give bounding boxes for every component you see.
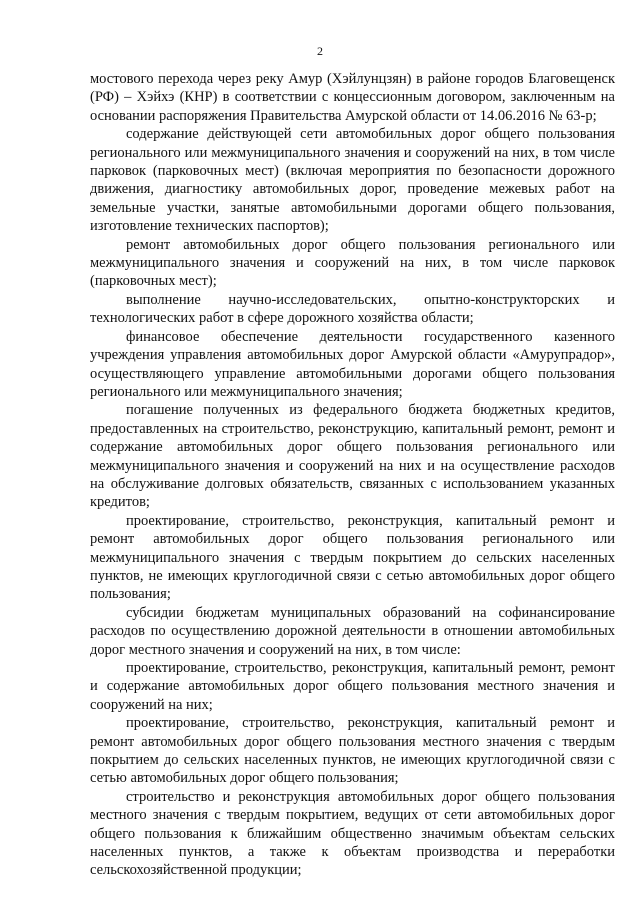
document-body (90, 70, 615, 880)
paragraph: содержание действующей сети автомобильных дорог общего пользования регионального или межмуниципального значения и сооружений на них, в том числе парковок (парковочных мест) (включая мероприятия по безопасности дорожного движения, диагностику автомобильных дорог, проведение межевых работ на земельные участки, занятые автомобильными дорогами общего пользования, изготовление технических паспортов); (90, 126, 615, 235)
page-number: 2 (317, 44, 323, 58)
paragraph: мостового перехода через реку Амур (Хэйлунцзян) в районе городов Благовещенск (РФ) – Хэйхэ (КНР) в соответствии с концессионным договором, заключенным на основании распоряжения Правительства Амурской области от 14.06.2016 № 63-р; (90, 71, 615, 124)
paragraph: проектирование, строительство, реконструкция, капитальный ремонт и ремонт автомобильных дорог общего пользования местного значения с твердым покрытием до сельских населенных пунктов, не имеющих круглогодичной связи с сетью автомобильных дорог общего пользования; (90, 715, 615, 787)
paragraph: субсидии бюджетам муниципальных образований на софинансирование расходов по осуществлению дорожной деятельности в отношении автомобильных дорог местного значения и сооружений на них, в том числе: (90, 604, 615, 658)
paragraph: ремонт автомобильных дорог общего пользования регионального или межмуниципального значения и сооружений на них, в том числе парковок (парковочных мест); (90, 236, 615, 290)
paragraph: погашение полученных из федерального бюджета бюджетных кредитов, предоставленных на строительство, реконструкцию, капитальный ремонт, ремонт и содержание автомобильных дорог общего пользования регионального или межмуниципального значения и сооружений на них и на осуществление расходов на обслуживание долговых обязательств, связанных с использованием указанных кредитов; (90, 402, 615, 511)
paragraph: финансовое обеспечение деятельности государственного казенного учреждения управления автомобильных дорог Амурской области «Амурупрадор», осуществляющего управление автомобильными дорогами общего пользования регионального или межмуниципального значения; (90, 328, 615, 400)
paragraph: проектирование, строительство, реконструкция, капитальный ремонт и ремонт автомобильных дорог общего пользования регионального или межмуниципального значения с твердым покрытием до сельских населенных пунктов, не имеющих круглогодичной связи с сетью автомобильных дорог общего пользования; (90, 512, 615, 603)
paragraph: строительство и реконструкция автомобильных дорог общего пользования местного значения с твердым покрытием, ведущих от сети автомобильных дорог общего пользования к ближайшим общественно значимым объектам сельских населенных пунктов, а также к объектам производства и переработки сельскохозяйственной продукции; (90, 788, 615, 879)
paragraph: проектирование, строительство, реконструкция, капитальный ремонт, ремонт и содержание автомобильных дорог общего пользования местного значения и сооружений на них; (90, 660, 615, 713)
paragraph: выполнение научно-исследовательских, опытно-конструкторских и технологических работ в сфере дорожного хозяйства области; (90, 291, 615, 327)
